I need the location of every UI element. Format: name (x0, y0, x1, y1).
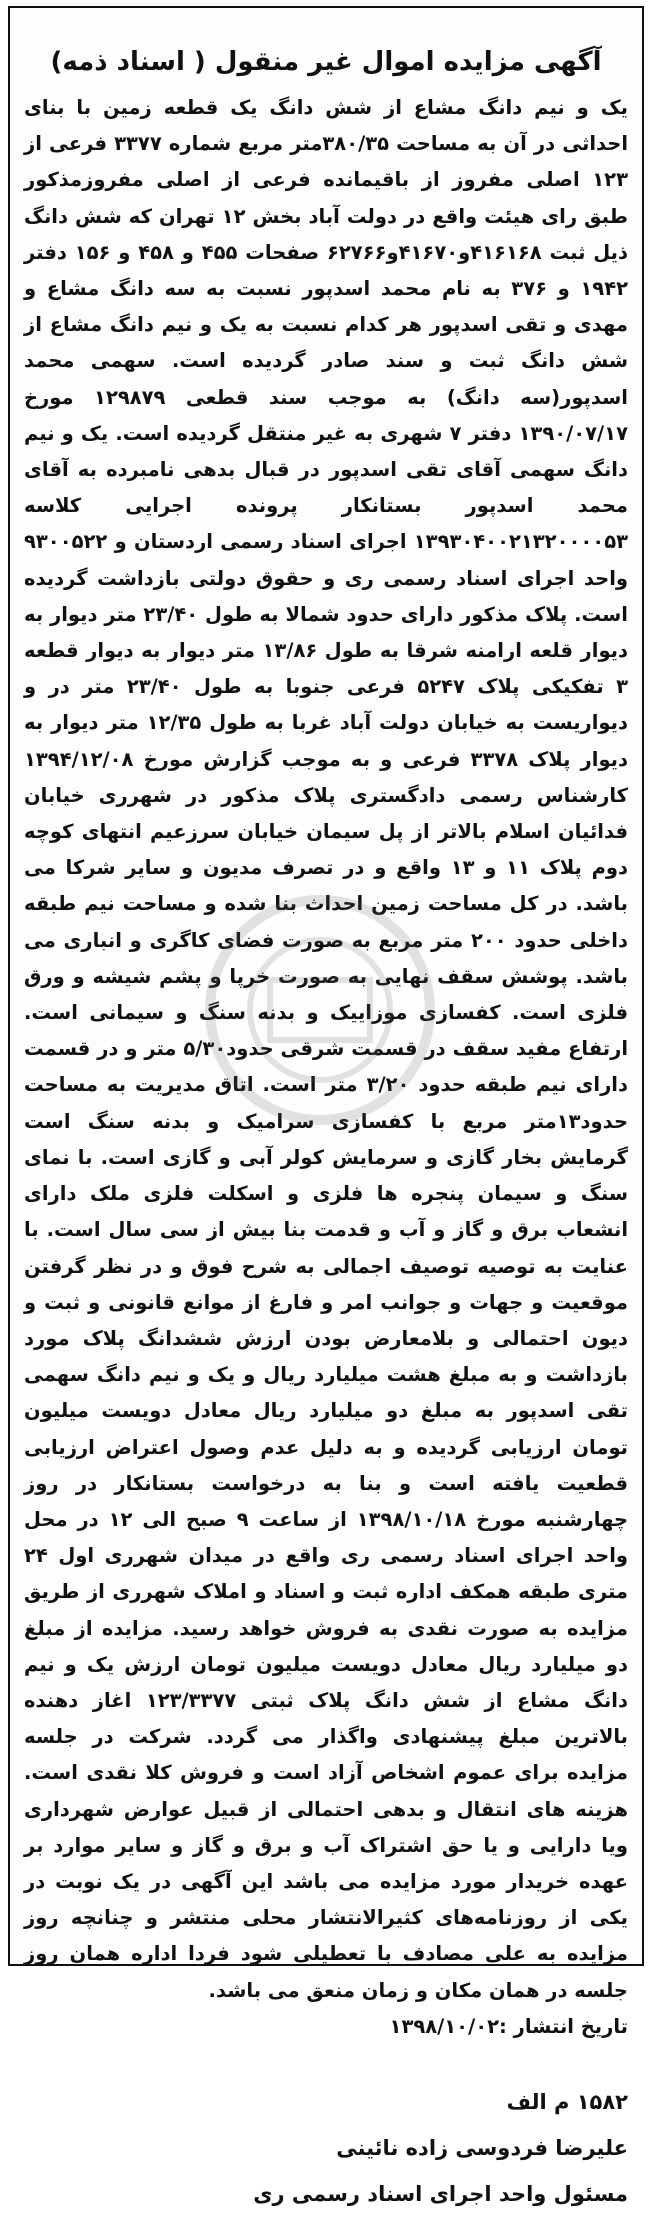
signer-name: علیرضا فردوسی زاده نائینی (336, 2135, 628, 2160)
notice-footer (24, 2079, 628, 2217)
auction-notice (8, 6, 644, 2206)
notice-body: یک و نیم دانگ مشاع از شش دانگ یک قطعه زمین با بنای احداثی در آن به مساحت ۳۸۰/۳۵متر مربع شماره ۳۳۷۷ فرعی از ۱۲۳ اصلی مفروز از باقیمانده فرعی از اصلی مفروزمذکور طبق رای هیئت واقع در دولت آباد بخش ۱۲ تهران که شش دانگ ذیل ثبت ۴۱۶۱۶۸و۴۱۶۷۰و۶۲۷۶۶ صفحات ۴۵۵ و ۴۵۸ و ۱۵۶ دفتر ۱۹۴۲ و ۳۷۶ به نام محمد اسدپور نسبت به سه دانگ مشاع و مهدی و تقی اسدپور هر کدام نسبت به یک و نیم دانگ مشاع از شش دانگ ثبت و سند صادر گردیده است. سهمی محمد اسدپور(سه دانگ) به موجب سند قطعی ۱۲۹۸۷۹ مورخ ۱۳۹۰/۰۷/۱۷ دفتر ۷ شهری به غیر منتقل گردیده است. یک و نیم دانگ سهمی آقای تقی اسدپور در قبال بدهی نامبرده به آقای محمد اسدپور بستانکار پرونده اجرایی کلاسه ۱۳۹۳۰۴۰۰۲۱۳۲۰۰۰۰۵۳ اجرای اسناد رسمی اردستان و ۹۳۰۰۵۲۲ واحد اجرای اسناد رسمی ری و حقوق دولتی بازداشت گردیده است. پلاک مذکور دارای حدود شمالا به طول ۲۳/۴۰ متر دیوار به دیوار قلعه ارامنه شرقا به طول ۱۳/۸۶ متر دیوار به دیوار قطعه ۳ تفکیکی پلاک ۵۲۴۷ فرعی جنوبا به طول ۲۳/۴۰ متر در و دیواریست به خیابان دولت آباد غربا به طول ۱۲/۳۵ متر دیوار به دیوار پلاک ۳۳۷۸ فرعی و به موجب گزارش مورخ ۱۳۹۴/۱۲/۰۸ کارشناس رسمی دادگستری پلاک مذکور در شهرری خیابان فدائیان اسلام بالاتر از پل سیمان خیابان سرزعیم انتهای کوچه دوم پلاک ۱۱ و ۱۳ واقع و در تصرف مدیون و سایر شرکا می باشد. در کل مساحت زمین احداث بنا شده و مساحت نیم طبقه داخلی حدود ۲۰۰ متر مربع به صورت فضای کاگری و انباری می باشد. پوشش سقف نهایی به صورت خرپا و پشم شیشه و ورق فلزی است. کفسازی موزاییک و بدنه سنگ و سیمانی است. ارتفاع مفید سقف در قسمت شرقی حدود۵/۳۰ متر و در قسمت دارای نیم طبقه حدود ۳/۲۰ متر است. اتاق مدیریت به مساحت حدود۱۳متر مربع با کفسازی سرامیک و بدنه سنگ است گرمایش بخار گازی و سرمایش کولر آبی و گازی است. با نمای سنگ و سیمان پنجره ها فلزی و اسکلت فلزی ملک دارای انشعاب برق و گاز و آب و قدمت بنا بیش از سی سال است. با عنایت به توصیه توصیف اجمالی به شرح فوق و در نظر گرفتن موقعیت و جهات و جوانب امر و فارغ از موانع قانونی و ثبت و دیون احتمالی و بلامعارض بودن ارزش ششدانگ پلاک مورد بازداشت و به مبلغ هشت میلیارد ریال و یک و نیم دانگ سهمی تقی اسدپور به مبلغ دو میلیارد ریال معادل دویست میلیون تومان ارزیابی گردیده و به دلیل عدم وصول اعتراض ارزیابی قطعیت یافته است و بنا به درخواست بستانکار در روز چهارشنبه مورخ ۱۳۹۸/۱۰/۱۸ از ساعت ۹ صبح الی ۱۲ در محل واحد اجرای اسناد رسمی ری واقع در میدان شهرری اول ۲۴ متری طبقه همکف اداره ثبت و اسناد و املاک شهرری از طریق مزایده به صورت نقدی به فروش خواهد رسید. مزایده از مبلغ دو میلیارد ریال معادل دویست میلیون تومان ارزش یک و نیم دانگ مشاع از شش دانگ پلاک ثبتی ۱۲۳/۳۳۷۷ اغاز دهنده بالاترین مبلغ پیشنهادی واگذار می گردد. شرکت در جلسه مزایده برای عموم اشخاص آزاد است و فروش کلا نقدی است. هزینه های انتقال و بدهی احتمالی از قبیل عوارض شهرداری ویا دارایی و یا حق اشتراک آب و برق و گاز و سایر موارد بر عهده خریدار مورد مزایده می باشد این آگهی در یک نوبت در یکی از روزنامه‌های کثیرالانتشار محلی منتشر و چنانچه روز مزایده به علی مصادف با تعطیلی شود فردا اداره همان روز جلسه در همان مکان و زمان منعق می باشد. (24, 96, 629, 2002)
notice-code: ۱۵۸۲ م الف (506, 2089, 628, 2114)
signer-title: مسئول واحد اجرای اسناد رسمی ری (253, 2181, 628, 2206)
notice-title: آگهی مزایده اموال غیر منقول ( اسناد ذمه) (50, 47, 602, 77)
publish-date: تاریخ انتشار :۱۳۹۸/۱۰/۰۲ (389, 2014, 628, 2038)
